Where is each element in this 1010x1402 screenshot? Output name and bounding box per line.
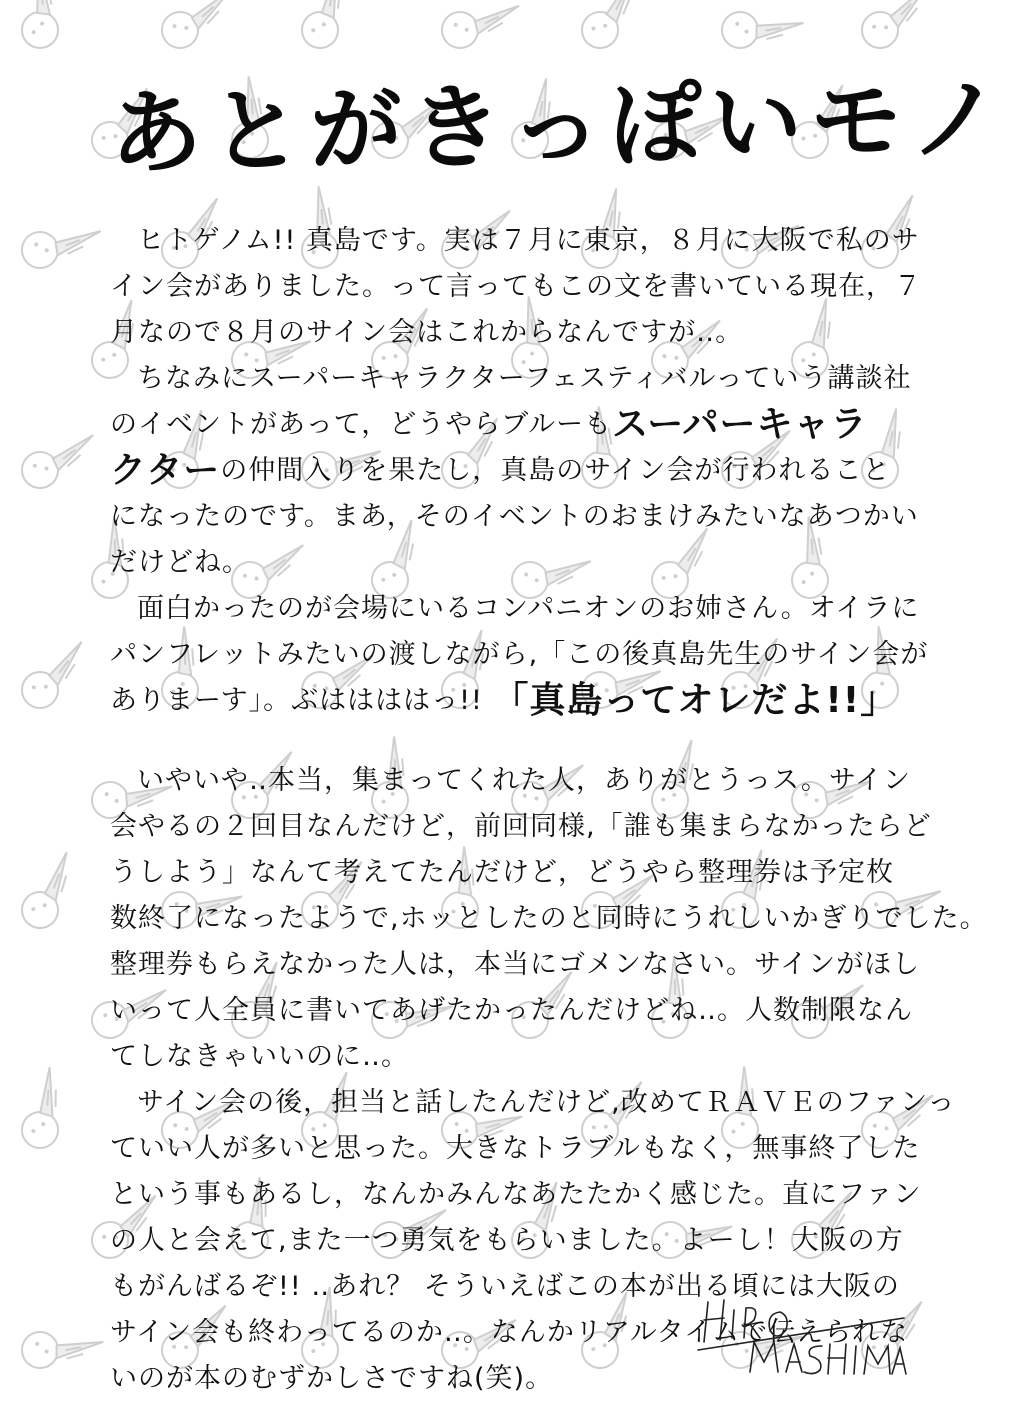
text-line: サイン会も終わってるのか‥。なんかリアルタイムで伝えられな [110,1317,909,1348]
text-line: いって人全員に書いてあげたかったんだけどね‥。人数制限なん [110,995,914,1026]
text-line: になったのです。まあ，そのイベントのおまけみたいなあつかい [110,501,919,532]
text-line: 面白かったのが会場にいるコンパニオンのお姉さん。オイラに [137,593,920,624]
text-line [110,678,898,724]
line-text: の仲間入りを果たし，真島のサイン会が行われること [220,455,891,486]
text-line: てしなきゃいいのに‥。 [110,1041,410,1072]
text-line: 数終了になったようで,ホッとしたのと同時にうれしいかぎりでした。 [110,903,988,934]
text-line: 月なので８月のサイン会はこれからなんですが‥。 [110,317,744,348]
text-line: いのが本のむずかしさですね(笑)。 [110,1363,554,1394]
text-line: ちなみにスーパーキャラクターフェスティバルっていう講談社 [137,363,912,394]
text-line [110,402,880,448]
emphasized-text: スーパーキャラ [612,404,868,445]
page-title: あとがきっぽいモノ [109,63,1010,188]
text-line: の人と会えて,また一つ勇気をもらいました。よーし！大阪の方 [110,1225,904,1256]
text-line: ヒトゲノム!! 真島です。実は７月に東京，８月に大阪で私のサ [137,225,920,256]
text-line: もがんばるぞ!! ‥あれ？ そういえばこの本が出る頃には大阪の [110,1271,900,1302]
paragraph-gap [110,724,880,758]
text-line: いやいや‥本当，集まってくれた人，ありがとうっス。サイン [137,765,911,796]
emphasized-text: クター [110,450,221,491]
afterword-body [110,218,988,1402]
line-text: ありまーす」。ぶははははっ!! [110,685,493,716]
text-line: パンフレットみたいの渡しながら,「この後真島先生のサイン会が [110,639,929,670]
text-line: うしよう」なんて考えてたんだけど，どうやら整理券は予定枚 [110,857,894,888]
line-text: のイベントがあって，どうやらブルーも [110,409,613,440]
text-line: 整理券もらえなかった人は，本当にゴメンなさい。サインがほし [110,949,921,980]
text-line: サイン会の後，担当と話したんだけど,改めてＲＡＶＥのファンっ [137,1087,956,1118]
text-line: ていい人が多いと思った。大きなトラブルもなく，無事終了した [110,1133,921,1164]
text-line: だけどね。 [110,547,250,578]
author-signature [690,1290,910,1380]
text-line: 会やるの２回目なんだけど，前回同様,「誰も集まらなかったらど [110,811,932,842]
text-line: イン会がありました。って言ってもこの文を書いている現在，７ [110,271,922,302]
text-line: という事もあるし，なんかみんなあたたかく感じた。直にファン [110,1179,922,1210]
emphasized-text: 「真島ってオレだよ!!」 [492,680,898,721]
text-line [110,448,891,494]
